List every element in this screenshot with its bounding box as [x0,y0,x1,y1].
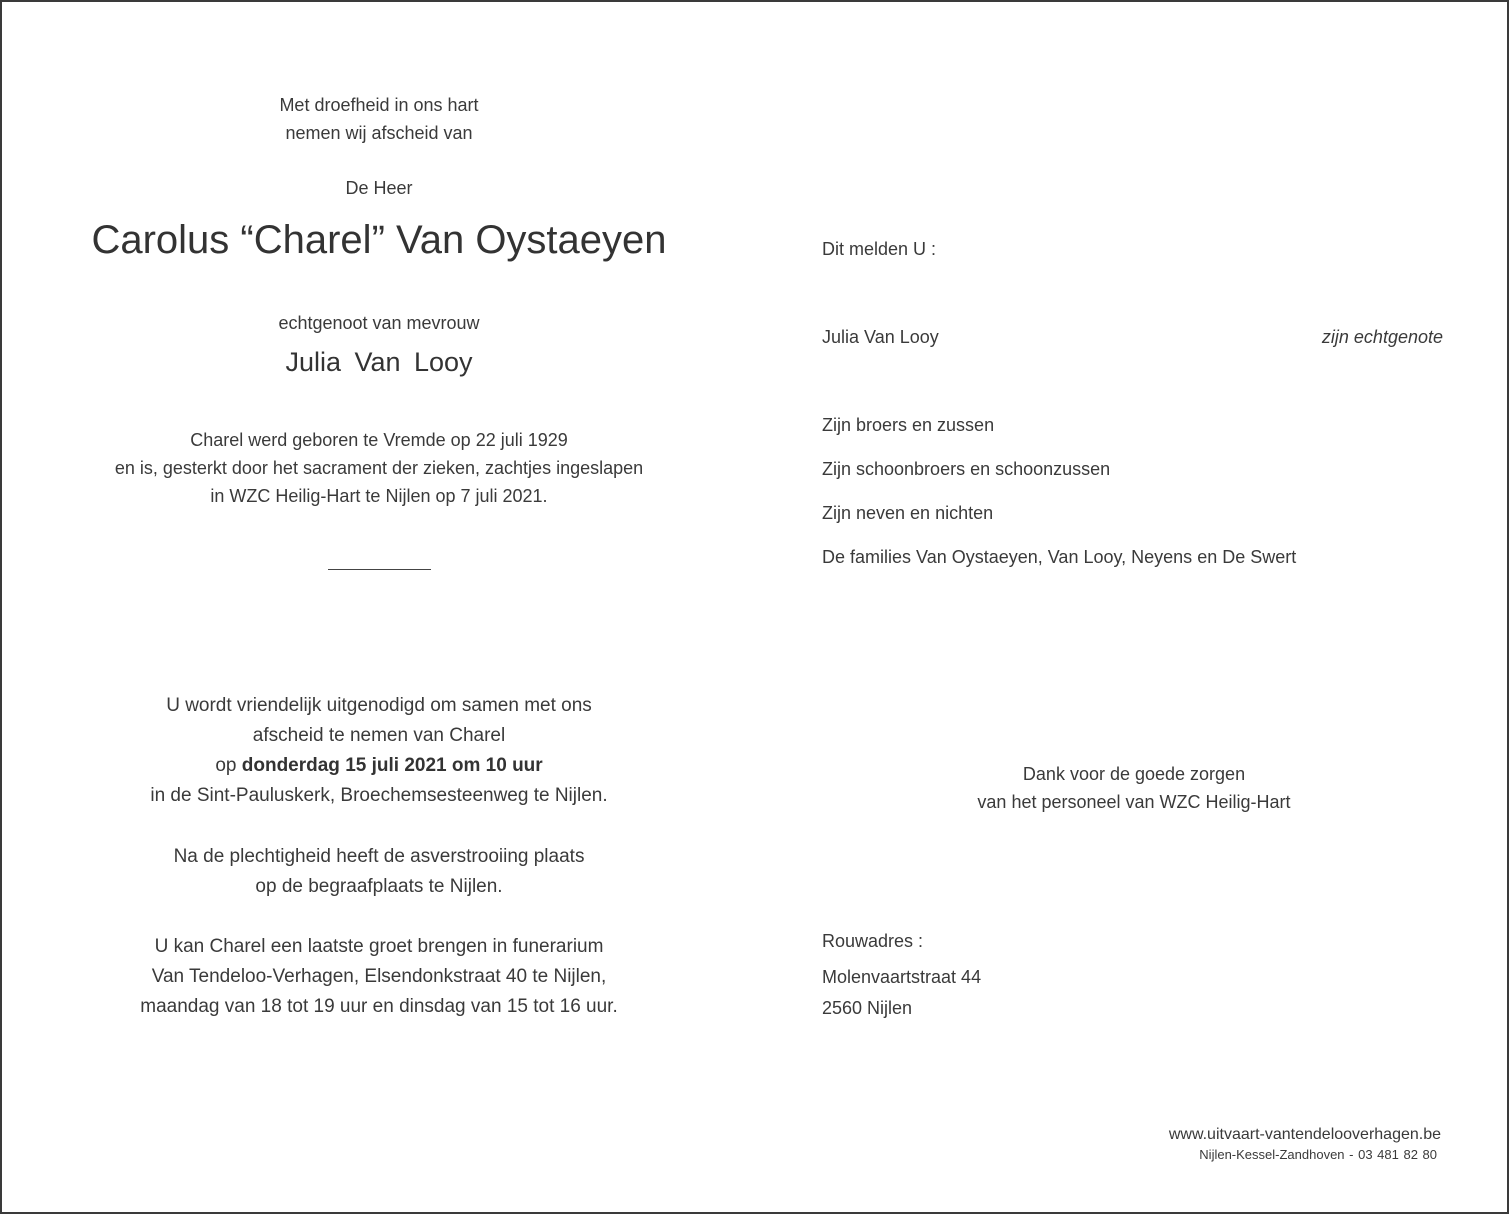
life-line-3: in WZC Heilig-Hart te Nijlen op 7 juli 2021. [210,486,548,506]
intro-line-2: nemen wij afscheid van [285,123,473,143]
divider-line [328,569,431,570]
life-line-1: Charel werd geboren te Vremde op 22 juli 1929 [190,430,568,450]
ceremony-line-2: afscheid te nemen van Charel [252,725,506,746]
ceremony-text [62,691,696,811]
spouse-label: echtgenoot van mevrouw [278,313,480,333]
announce-label: Dit melden U : [822,239,937,259]
life-line-2: en is, gesterkt door het sacrament der zieken, zachtjes ingeslapen [114,458,644,478]
family-line-1: Zijn broers en zussen [822,415,995,435]
family-line-2: Zijn schoonbroers en schoonzussen [822,459,1111,479]
ceremony-line-1: U wordt vriendelijk uitgenodigd om samen met ons [166,695,592,716]
address-label: Rouwadres : [822,931,924,951]
funeral-home-text [62,932,696,1022]
footer-website: www.uitvaart-vantendelooverhagen.be [1168,1126,1441,1143]
life-text [62,426,696,510]
funeral-home-line-1: U kan Charel een laatste groet brengen in funerarium [154,936,604,957]
thanks-line-2: van het personeel van WZC Heilig-Hart [977,792,1291,812]
thanks-line-1: Dank voor de goede zorgen [1022,764,1246,784]
address-street: Molenvaartstraat 44 [822,967,982,987]
scattering-line-2: op de begraafplaats te Nijlen. [255,876,503,897]
intro-line-1: Met droefheid in ons hart [279,95,479,115]
spouse-name: Julia Van Looy [285,347,473,377]
family-line-4: De families Van Oystaeyen, Van Looy, Neyens en De Swert [822,547,1297,567]
address-city: 2560 Nijlen [822,998,913,1018]
funeral-home-line-3: maandag van 18 tot 19 uur en dinsdag van 15 tot 16 uur. [140,996,618,1017]
thanks-text [822,760,1446,816]
honorific: De Heer [345,178,413,198]
ceremony-date-prefix: op [215,755,237,776]
announce-spouse-relation: zijn echtgenote [1321,327,1443,347]
deceased-name: Carolus “Charel” Van Oystaeyen [91,218,667,262]
ceremony-date: donderdag 15 juli 2021 om 10 uur [241,755,543,776]
ceremony-line-4: in de Sint-Pauluskerk, Broechemsesteenweg te Nijlen. [150,785,608,806]
announce-spouse-name: Julia Van Looy [822,327,939,347]
scattering-text [62,842,696,902]
footer-locations-phone: Nijlen-Kessel-Zandhoven - 03 481 82 80 [1199,1147,1437,1162]
scattering-line-1: Na de plechtigheid heeft de asverstrooiing plaats [173,846,585,867]
family-line-3: Zijn neven en nichten [822,503,994,523]
funeral-home-line-2: Van Tendeloo-Verhagen, Elsendonkstraat 40 te Nijlen, [151,966,607,987]
intro-text [62,91,696,147]
ceremony-line-3 [62,751,696,781]
